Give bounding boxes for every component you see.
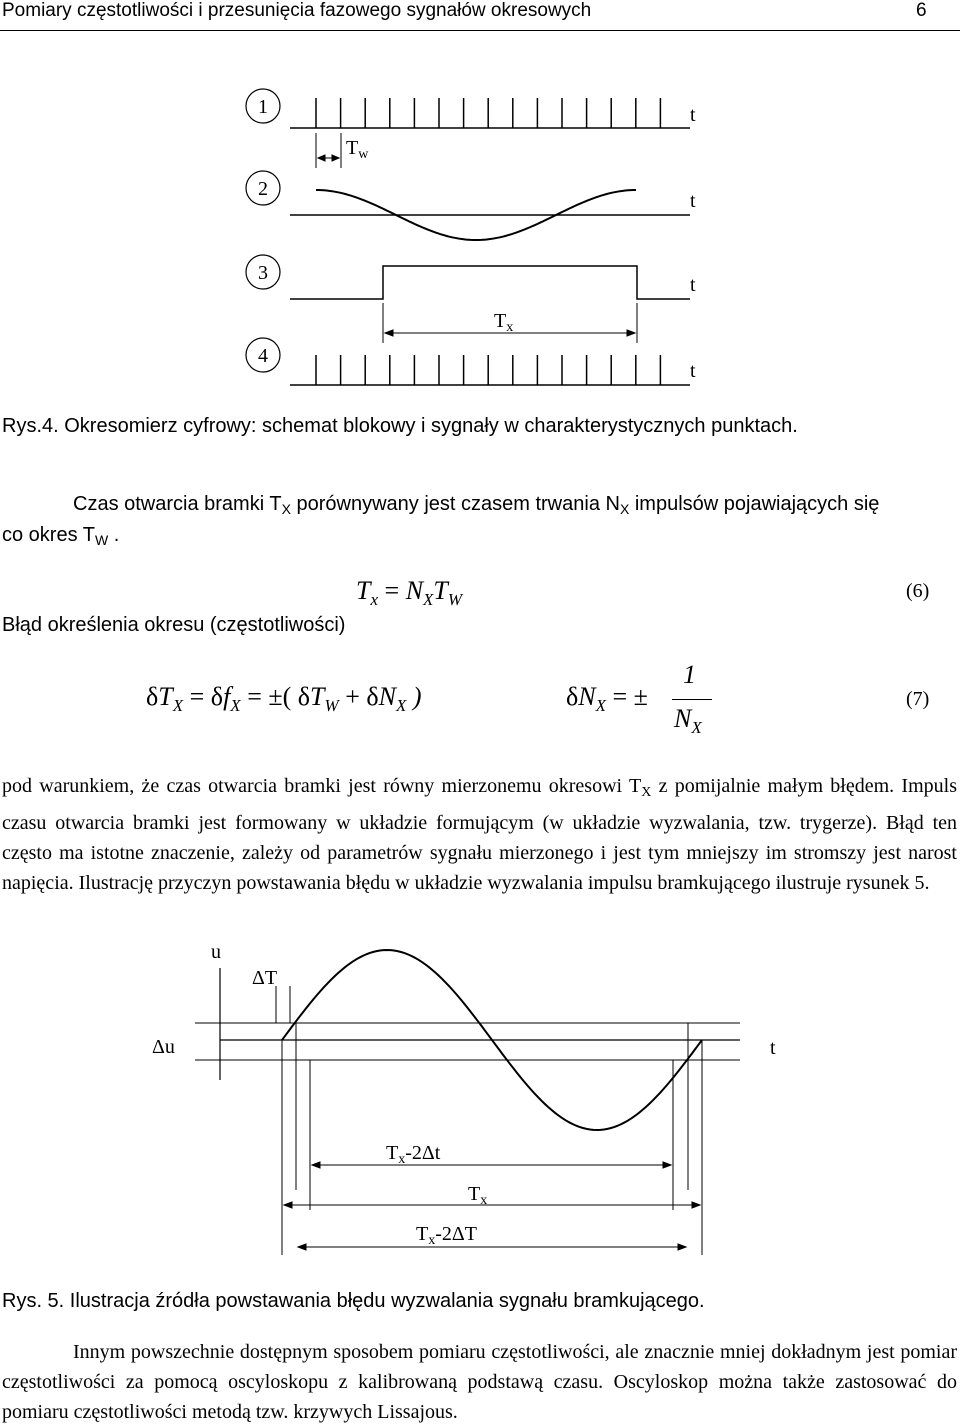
u-axis-label: u <box>211 941 221 963</box>
tx-label-fig5: $T_x$ <box>468 1183 488 1208</box>
signal-3-gate-pulse <box>290 266 690 299</box>
error-heading: Błąd określenia okresu (częstotliwości) <box>2 614 346 636</box>
point-4-label: 4 <box>258 345 268 367</box>
figure-5-trigger-error-diagram <box>0 930 960 1260</box>
signal-4-time-label: t <box>690 360 696 382</box>
figure-5-caption: Rys. 5. Ilustracja źródła powstawania błędu wyzwalania sygnału bramkującego. <box>2 1290 705 1312</box>
tw-dimension <box>316 133 341 168</box>
equation-7-number: (7) <box>906 688 930 710</box>
equation-6: $T_x = N_XT_W$ <box>356 576 463 609</box>
equation-7-fraction-bar <box>672 699 712 700</box>
tx-minus-2dt-label: $T_x-2\Delta t$ <box>386 1142 441 1167</box>
equation-6-number: (6) <box>906 580 930 602</box>
signal-1-time-label: t <box>690 104 696 126</box>
figure-4-signal-diagram <box>0 60 960 400</box>
equation-7-denominator: $N_X$ <box>674 704 702 737</box>
point-2-label: 2 <box>258 178 268 200</box>
point-3-label: 3 <box>258 262 268 284</box>
intro-line-2: co okres $T_W$ . <box>2 524 120 548</box>
signal-1-pulse-train <box>290 98 690 128</box>
t-axis-label: t <box>770 1037 776 1059</box>
equation-7-numerator: 1 <box>683 660 696 689</box>
point-3-circle <box>246 255 280 289</box>
signal-4-counted-pulses <box>290 355 690 385</box>
paragraph-1: pod warunkiem, że czas otwarcia bramki jest równy mierzonemu okresowi $T_X$ z pomijalnie małym błędem. Impuls czasu otwarcia bramki jest formowany w układzie formującym (w układzie wyzwalania, tzw. trygerze). Błąd ten często ma istotne znaczenie, zależy od parametrów sygnału mierzonego i jest tym mniejszy im stromszy jest narost napięcia. Ilustrację przyczyn powstawania błędu w układzie wyzwalania impulsu bramkującego ilustruje rysunek 5. <box>2 775 957 894</box>
page-header-title: Pomiary częstotliwości i przesunięcia fazowego sygnałów okresowych <box>2 0 592 21</box>
header-divider <box>0 30 960 31</box>
paragraph-2: Innym powszechnie dostępnym sposobem pomiaru częstotliwości, ale znacznie mniej dokładnym jest pomiar częstotliwości za pomocą oscyloskopu z kalibrowaną podstawą czasu. Oscyloskop można także zastosować do pomiaru częstotliwości metodą tzw. krzywych Lissajous. <box>2 1341 957 1423</box>
point-1-circle <box>246 89 280 123</box>
point-1-label: 1 <box>258 96 268 118</box>
figure-5-guides <box>282 1023 702 1255</box>
equation-7-delta-n: $\delta N_X$ = ± <box>566 682 648 715</box>
point-2-circle <box>246 171 280 205</box>
figure-4-caption: Rys.4. Okresomierz cyfrowy: schemat blokowy i sygnały w charakterystycznych punktach. <box>2 415 798 437</box>
figure-5-dimensions <box>284 1162 700 1250</box>
du-label: Δu <box>152 1036 175 1058</box>
tw-label: $T_w$ <box>346 137 369 162</box>
tx-minus-2dT-label: $T_x-2\Delta T$ <box>416 1223 477 1248</box>
page-number: 6 <box>916 0 927 21</box>
equation-7-main: $\delta T_X = \delta f_X$ = ±( $\delta T_W + \delta N_X$ ) <box>146 682 422 715</box>
dT-label: ΔT <box>252 967 278 989</box>
tx-label: $T_x$ <box>494 310 514 335</box>
point-4-circle <box>246 338 280 372</box>
intro-line-1: Czas otwarcia bramki $T_X$ porównywany jest czasem trwania $N_X$ impulsów pojawiających się <box>73 493 880 517</box>
signal-3-time-label: t <box>690 274 696 296</box>
signal-2-time-label: t <box>690 190 696 212</box>
